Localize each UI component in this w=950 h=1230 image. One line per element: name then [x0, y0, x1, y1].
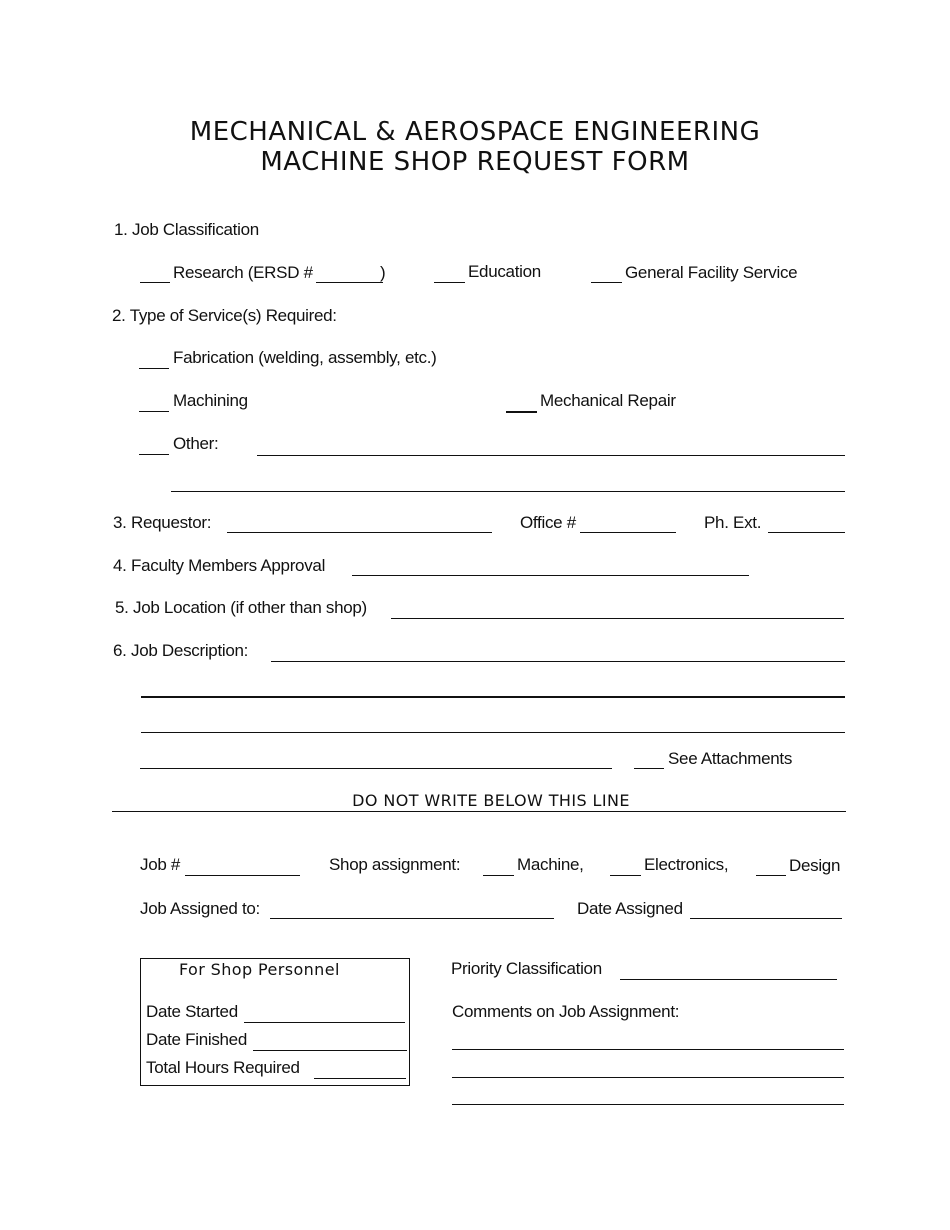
education-label: Education	[468, 262, 541, 281]
research-checkbox-line[interactable]	[140, 282, 170, 283]
date-assigned-field[interactable]	[690, 918, 842, 919]
date-started-field[interactable]	[244, 1022, 405, 1023]
type-of-service-heading: 2. Type of Service(s) Required:	[112, 306, 337, 325]
research-label: Research (ERSD #	[173, 263, 313, 282]
faculty-approval-label: 4. Faculty Members Approval	[113, 556, 326, 575]
do-not-write-notice: DO NOT WRITE BELOW THIS LINE	[352, 791, 630, 810]
job-location-label: 5. Job Location (if other than shop)	[115, 598, 367, 617]
priority-classification-field[interactable]	[620, 979, 837, 980]
job-description-line-2[interactable]	[141, 696, 845, 698]
ersd-number-field[interactable]	[316, 282, 383, 283]
electronics-checkbox-line[interactable]	[610, 875, 641, 876]
electronics-label: Electronics,	[644, 855, 729, 874]
requestor-field[interactable]	[227, 532, 492, 533]
comments-label: Comments on Job Assignment:	[452, 1002, 680, 1021]
education-checkbox-line[interactable]	[434, 282, 465, 283]
requestor-label: 3. Requestor:	[113, 513, 212, 532]
comments-line-1[interactable]	[452, 1049, 844, 1050]
job-assigned-to-label: Job Assigned to:	[140, 899, 260, 918]
faculty-approval-field[interactable]	[352, 575, 749, 576]
see-attachments-label: See Attachments	[668, 749, 793, 768]
general-facility-label: General Facility Service	[625, 263, 798, 282]
date-assigned-label: Date Assigned	[577, 899, 683, 918]
machining-checkbox-line[interactable]	[139, 411, 169, 412]
job-assigned-to-field[interactable]	[270, 918, 554, 919]
machine-label: Machine,	[517, 855, 584, 874]
date-started-label: Date Started	[146, 1002, 238, 1021]
other-label: Other:	[173, 434, 219, 453]
design-label: Design	[789, 856, 841, 875]
job-number-label: Job #	[140, 855, 181, 874]
date-finished-label: Date Finished	[146, 1030, 247, 1049]
form-title-line-1: MECHANICAL & AEROSPACE ENGINEERING	[189, 117, 761, 147]
fabrication-checkbox-line[interactable]	[139, 368, 169, 369]
fabrication-label: Fabrication (welding, assembly, etc.)	[173, 348, 437, 367]
job-description-line-4[interactable]	[140, 768, 612, 769]
general-facility-checkbox-line[interactable]	[591, 282, 622, 283]
priority-classification-label: Priority Classification	[451, 959, 602, 978]
form-title-line-2: MACHINE SHOP REQUEST FORM	[260, 147, 690, 177]
machining-label: Machining	[173, 391, 248, 410]
phone-ext-label: Ph. Ext.	[704, 513, 762, 532]
research-close-paren: )	[380, 263, 386, 282]
shop-personnel-header: For Shop Personnel	[179, 960, 340, 979]
total-hours-label: Total Hours Required	[146, 1058, 300, 1077]
job-description-label: 6. Job Description:	[113, 641, 249, 660]
job-classification-heading: 1. Job Classification	[114, 220, 259, 239]
phone-ext-field[interactable]	[768, 532, 845, 533]
date-finished-field[interactable]	[253, 1050, 407, 1051]
other-field-line-2[interactable]	[171, 491, 845, 492]
office-field[interactable]	[580, 532, 676, 533]
mechanical-repair-checkbox-line[interactable]	[506, 411, 537, 413]
see-attachments-checkbox-line[interactable]	[634, 768, 664, 769]
other-field-line-1[interactable]	[257, 455, 845, 456]
machine-checkbox-line[interactable]	[483, 875, 514, 876]
office-label: Office #	[520, 513, 576, 532]
mechanical-repair-label: Mechanical Repair	[540, 391, 676, 410]
job-location-field[interactable]	[391, 618, 844, 619]
other-checkbox-line[interactable]	[139, 454, 169, 455]
job-description-line-3[interactable]	[141, 732, 845, 733]
comments-line-2[interactable]	[452, 1077, 844, 1078]
design-checkbox-line[interactable]	[756, 875, 786, 876]
total-hours-field[interactable]	[314, 1078, 406, 1079]
shop-assignment-label: Shop assignment:	[329, 855, 461, 874]
divider-line	[112, 811, 846, 812]
job-number-field[interactable]	[185, 875, 300, 876]
job-description-line-1[interactable]	[271, 661, 845, 662]
comments-line-3[interactable]	[452, 1104, 844, 1105]
shop-personnel-box	[140, 958, 410, 1086]
